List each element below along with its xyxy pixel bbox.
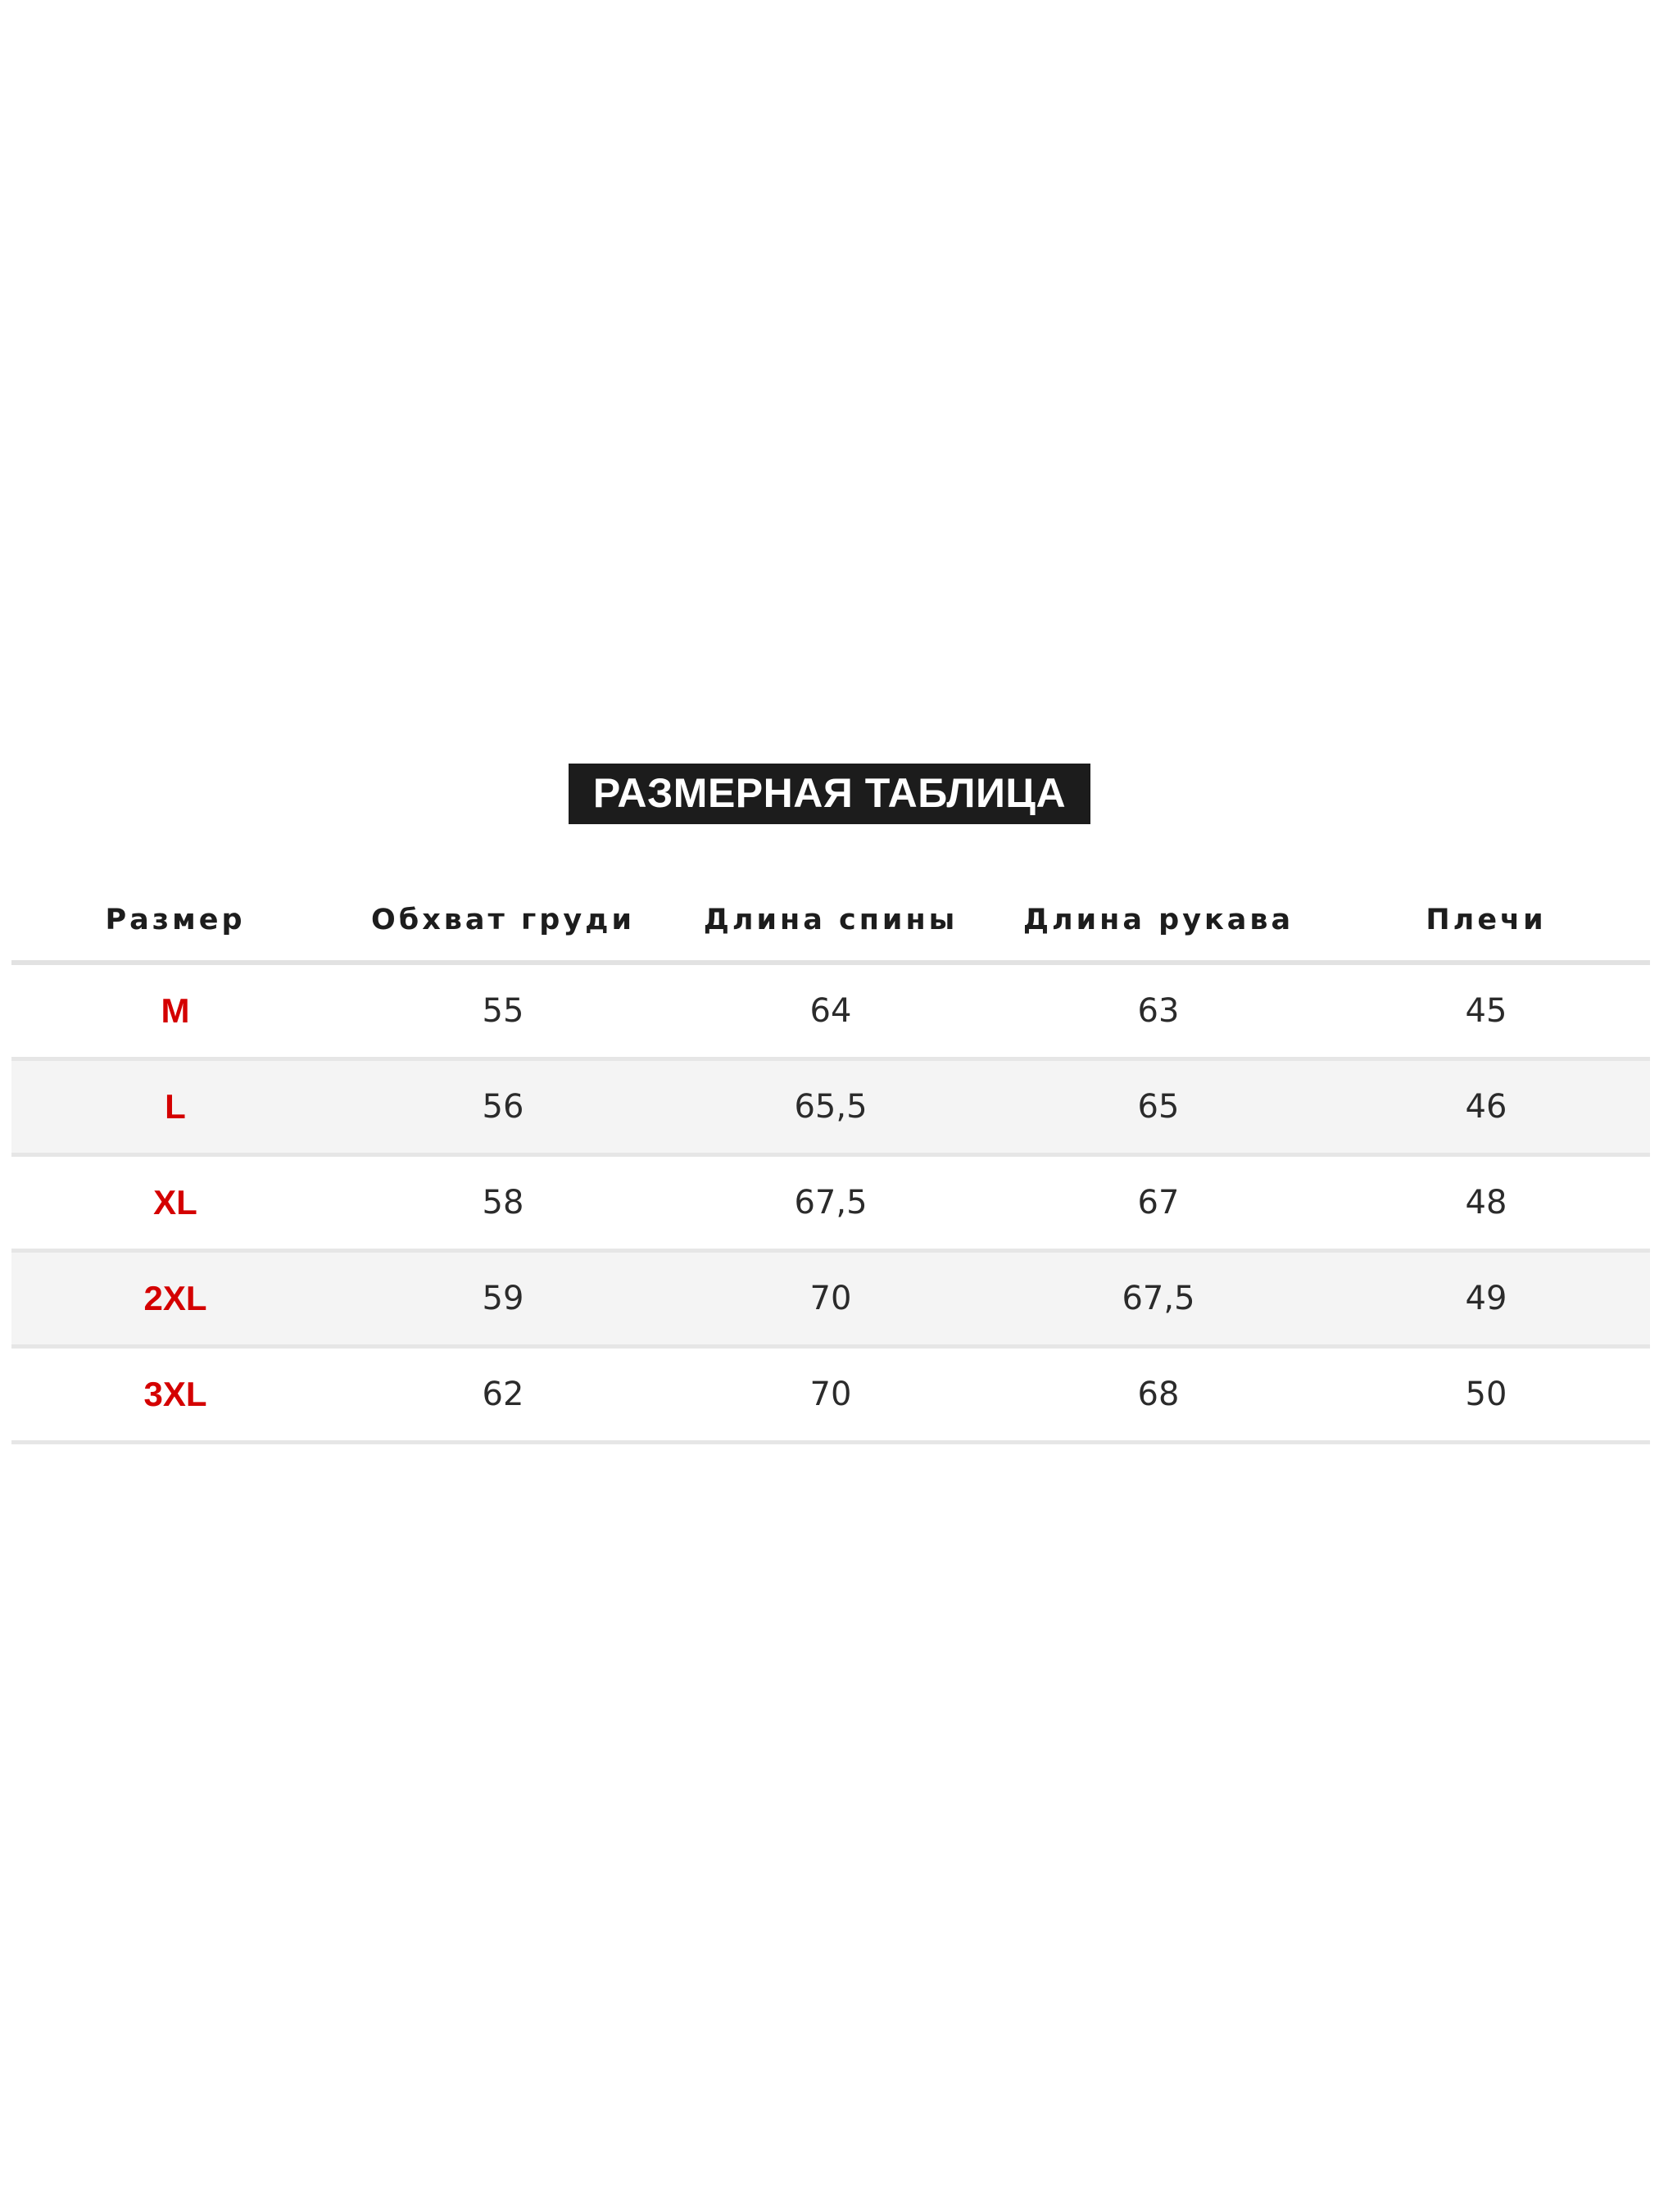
table-row [11, 1253, 1650, 1349]
table-row [11, 965, 1650, 1061]
size-label: XL [153, 1183, 197, 1222]
sleeve-length-value: 68 [1137, 1376, 1180, 1413]
column-header-back-length: Длина спины [703, 904, 959, 936]
page-title: РАЗМЕРНАЯ ТАБЛИЦА [569, 764, 1090, 824]
column-header-sleeve-length: Длина рукава [1022, 904, 1294, 936]
back-length-value: 64 [809, 992, 852, 1030]
column-header-shoulders: Плечи [1426, 904, 1547, 936]
back-length-value: 70 [809, 1280, 852, 1317]
table-header-row [11, 889, 1650, 965]
size-label: M [161, 991, 190, 1030]
table-row [11, 1349, 1650, 1444]
back-length-value: 65,5 [794, 1088, 868, 1126]
sleeve-length-value: 65 [1137, 1088, 1180, 1126]
column-header-size: Размер [105, 904, 246, 936]
column-header-chest: Обхват груди [371, 904, 635, 936]
back-length-value: 67,5 [794, 1184, 868, 1222]
table-row [11, 1157, 1650, 1253]
size-label: 3XL [143, 1375, 207, 1413]
size-label: 2XL [143, 1279, 207, 1317]
chest-value: 56 [482, 1088, 524, 1126]
chest-value: 59 [482, 1280, 524, 1317]
title-container [0, 764, 1659, 824]
sleeve-length-value: 63 [1137, 992, 1180, 1030]
shoulders-value: 49 [1465, 1280, 1507, 1317]
size-table [11, 889, 1650, 1444]
table-row [11, 1061, 1650, 1157]
shoulders-value: 46 [1465, 1088, 1507, 1126]
shoulders-value: 50 [1465, 1376, 1507, 1413]
sleeve-length-value: 67 [1137, 1184, 1180, 1222]
sleeve-length-value: 67,5 [1122, 1280, 1195, 1317]
shoulders-value: 48 [1465, 1184, 1507, 1222]
chest-value: 55 [482, 992, 524, 1030]
back-length-value: 70 [809, 1376, 852, 1413]
chest-value: 58 [482, 1184, 524, 1222]
size-label: L [165, 1087, 186, 1126]
chest-value: 62 [482, 1376, 524, 1413]
shoulders-value: 45 [1465, 992, 1507, 1030]
